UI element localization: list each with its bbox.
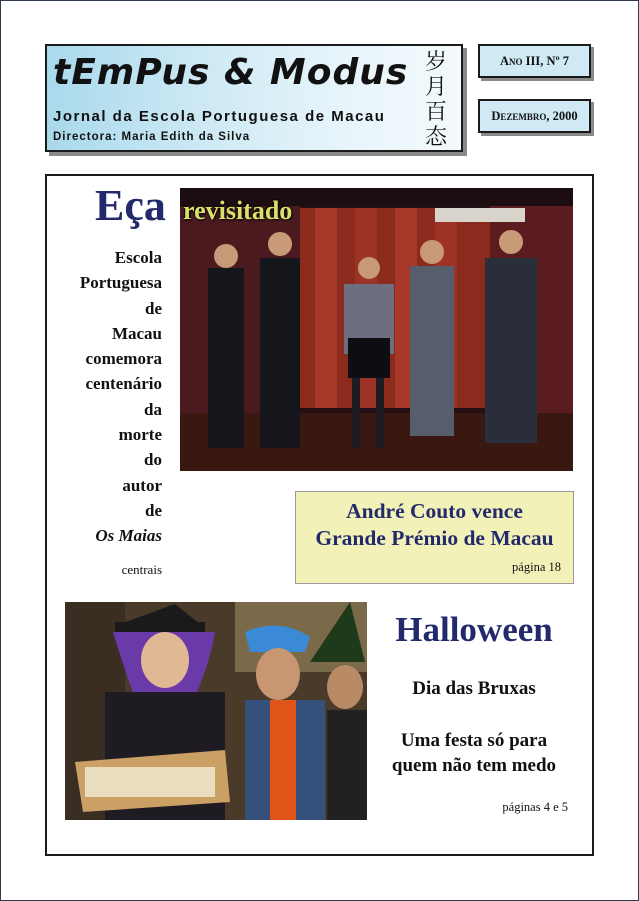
sidebox-title [296, 498, 573, 552]
issue-number-box [478, 44, 591, 78]
masthead-cjk-logo [421, 50, 451, 150]
sidebox-andre-couto [295, 491, 574, 584]
cjk-char: 百 [424, 100, 447, 125]
masthead-subtitle: Jornal da Escola Portuguesa de Macau [53, 108, 386, 125]
cjk-char: 态 [424, 125, 447, 150]
halloween-subtitle: Dia das Bruxas [412, 678, 536, 699]
summary-line: centenário [85, 374, 162, 394]
summary-line: da [144, 399, 162, 419]
halloween-tagline-line: Uma festa só para [400, 730, 548, 751]
book-title: Os Maias [95, 526, 162, 546]
feature-title: Eça [95, 181, 166, 230]
feature-summary [55, 245, 162, 549]
summary-line: comemora [85, 349, 162, 369]
summary-line: do [144, 450, 162, 470]
halloween-tagline-line: quem não tem medo [391, 755, 557, 776]
feature-page-ref: centrais [121, 562, 162, 577]
issue-number: Ano III, Nº 7 [499, 53, 570, 68]
issue-date-box [478, 99, 591, 133]
stage-photo [180, 188, 573, 471]
feature-subtitle: revisitado [183, 196, 293, 225]
masthead [45, 44, 463, 152]
halloween-photo [65, 602, 367, 820]
halloween-page-ref: páginas 4 e 5 [502, 800, 568, 814]
summary-line: de [145, 298, 162, 318]
masthead-title: tEmPus & Modus [53, 52, 409, 93]
summary-line: Escola [114, 248, 162, 267]
summary-line: autor [122, 475, 162, 495]
summary-line: Portuguesa [79, 273, 162, 293]
halloween-title: Halloween [395, 610, 553, 649]
masthead-director: Directora: Maria Edith da Silva [53, 131, 251, 143]
sidebox-title-line: Grande Prémio de Macau [315, 526, 554, 550]
summary-line: morte [118, 425, 162, 445]
summary-line: Macau [111, 323, 162, 343]
sidebox-title-line: André Couto vence [346, 499, 523, 523]
sidebox-page-ref: página 18 [512, 560, 561, 574]
cjk-char: 岁 [424, 50, 447, 75]
issue-date: Dezembro, 2000 [491, 108, 578, 123]
summary-line: de [145, 500, 162, 520]
cjk-char: 月 [424, 75, 447, 100]
halloween-tagline [368, 728, 580, 778]
